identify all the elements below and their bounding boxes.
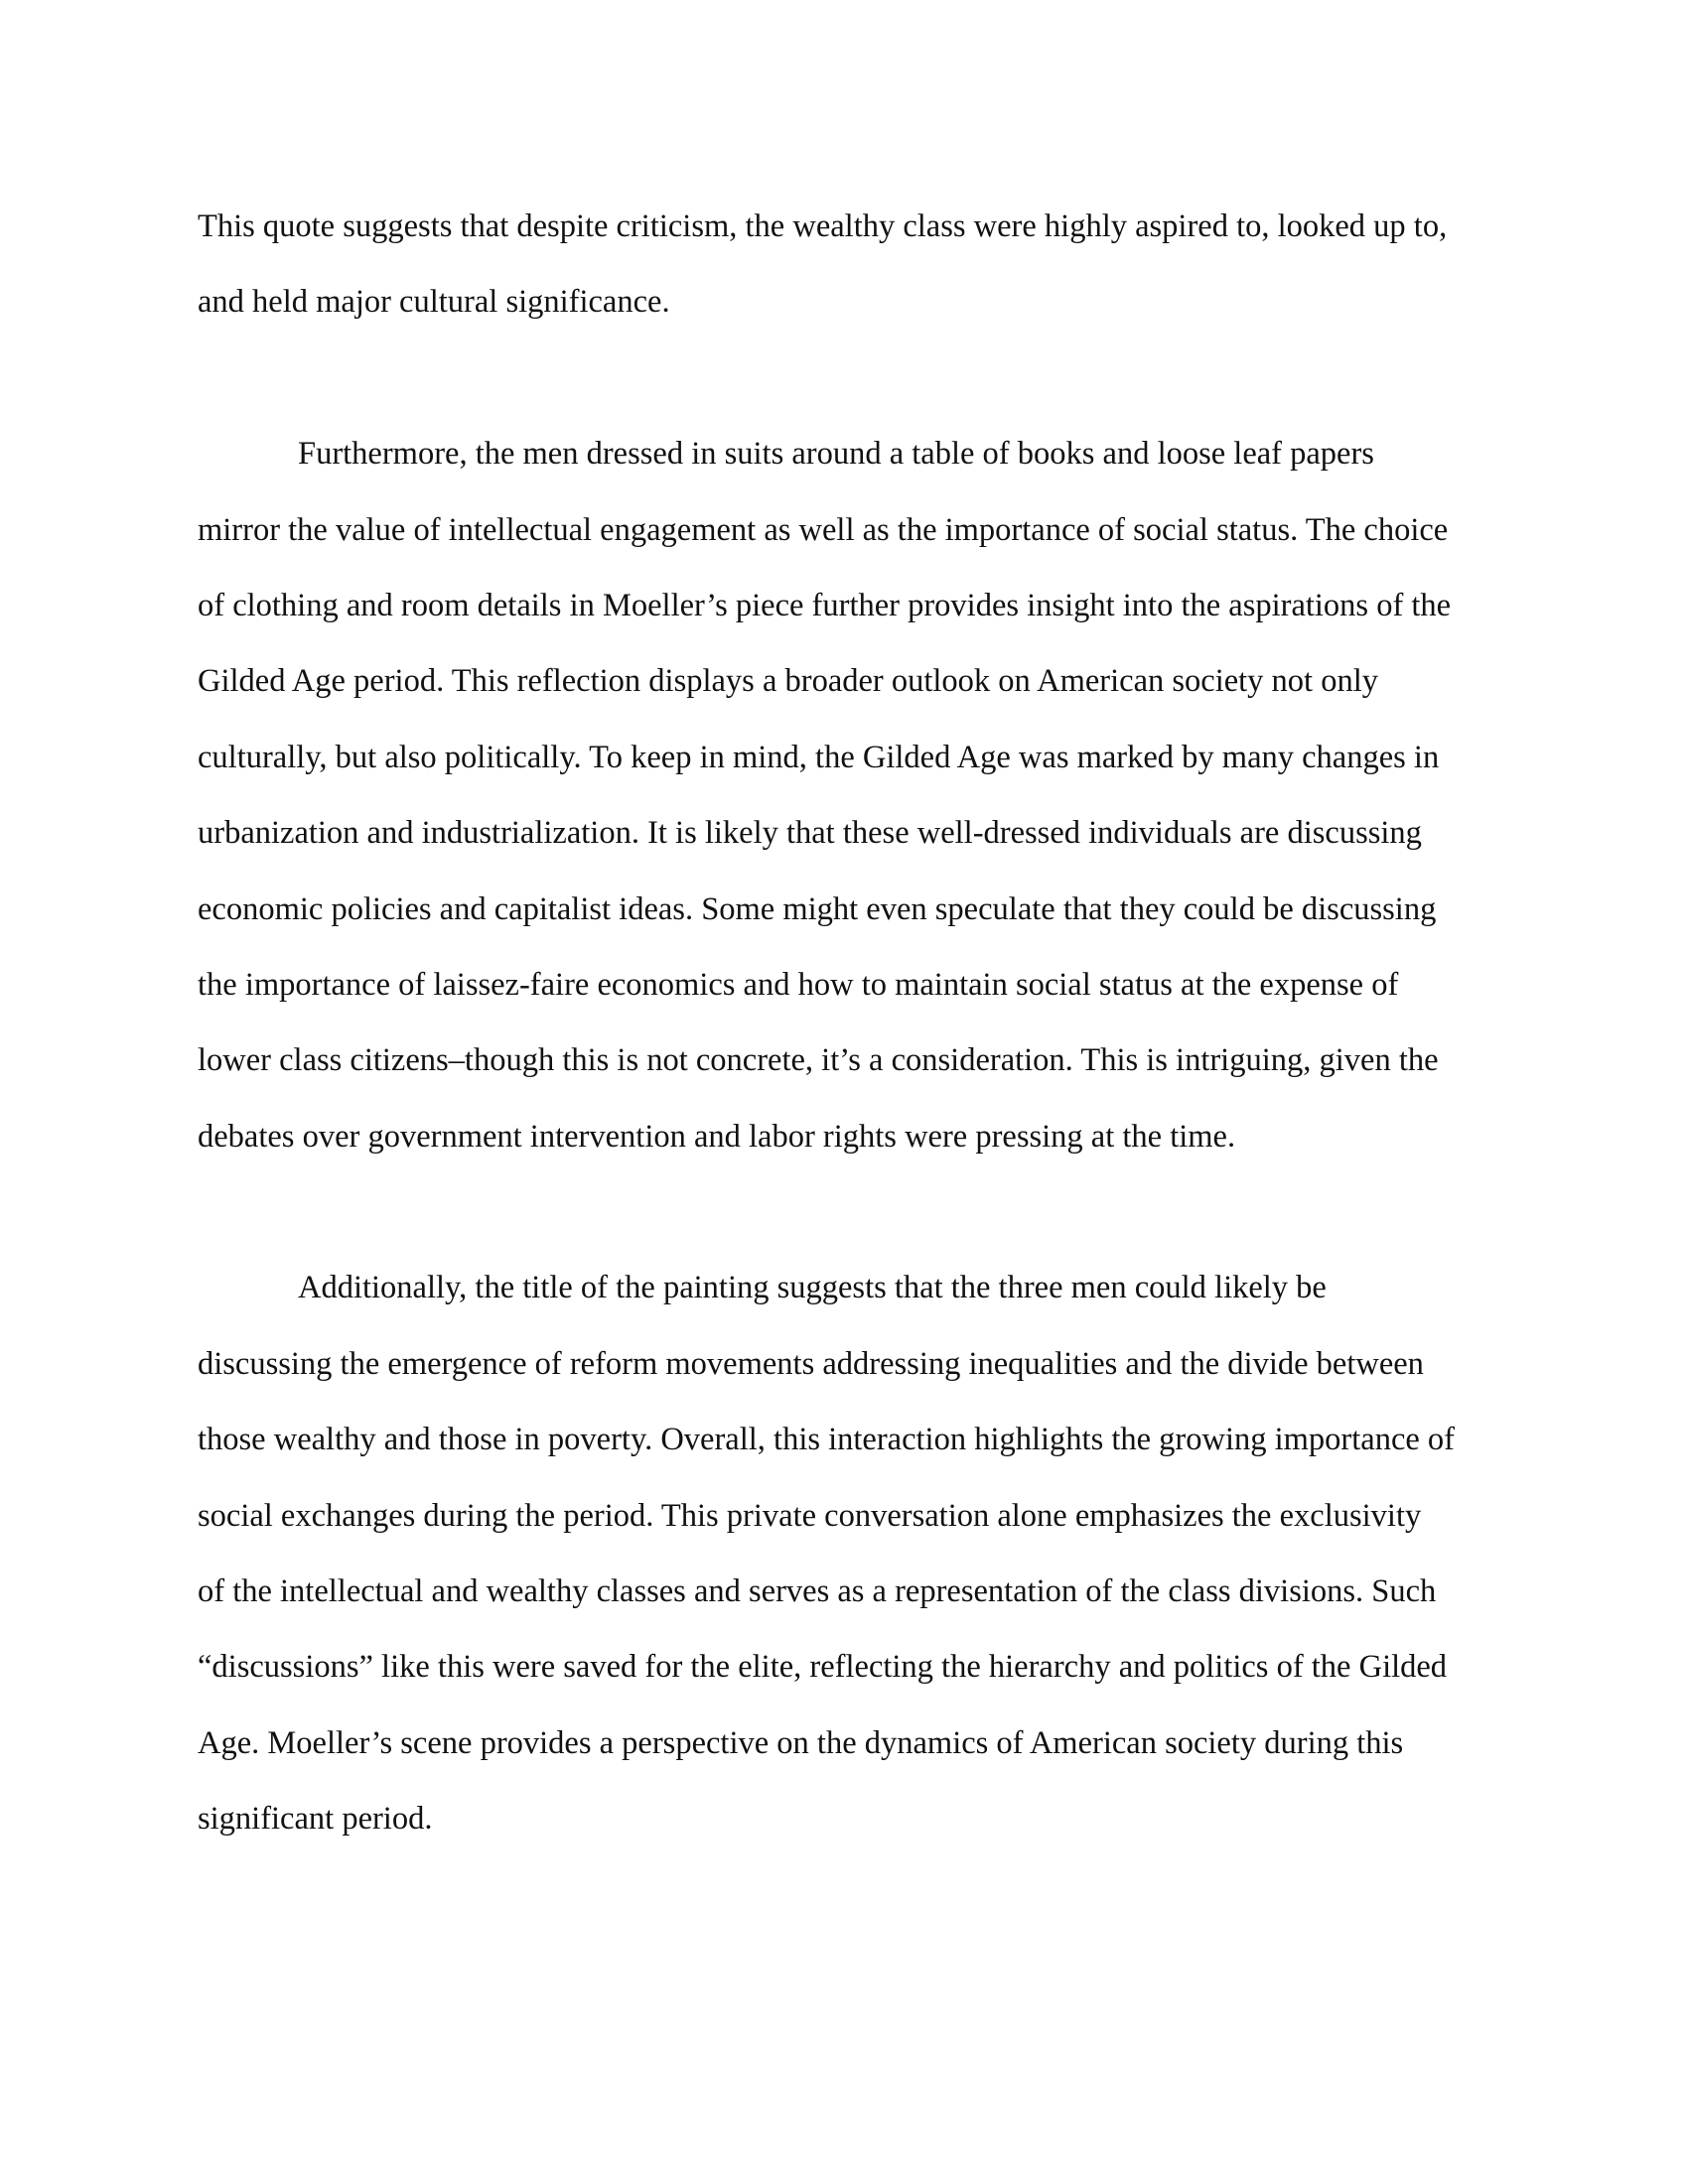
text-line: economic policies and capitalist ideas. Some might even speculate that they could be discussing <box>198 890 1437 927</box>
text-line: social exchanges during the period. This private conversation alone emphasizes the exclusivity <box>198 1497 1422 1534</box>
text-line: of clothing and room details in Moeller’s piece further provides insight into the aspirations of the <box>198 587 1452 623</box>
text-line: This quote suggests that despite criticism, the wealthy class were highly aspired to, looked up to, <box>198 208 1448 244</box>
text-line: the importance of laissez-faire economics and how to maintain social status at the expense of <box>198 966 1399 1003</box>
text-line: Additionally, the title of the painting suggests that the three men could likely be <box>298 1270 1327 1306</box>
text-line: lower class citizens–though this is not concrete, it’s a consideration. This is intriguing, given the <box>198 1042 1439 1079</box>
paragraph-3 <box>198 1250 1490 1856</box>
text-line: “discussions” like this were saved for the elite, reflecting the hierarchy and politics of the Gilded <box>198 1649 1448 1686</box>
text-line: culturally, but also politically. To keep in mind, the Gilded Age was marked by many changes in <box>198 739 1440 775</box>
document-body <box>198 189 1490 1857</box>
text-line: mirror the value of intellectual engagement as well as the importance of social status. The choice <box>198 511 1449 548</box>
text-line: discussing the emergence of reform movements addressing inequalities and the divide between <box>198 1345 1424 1382</box>
text-line: Furthermore, the men dressed in suits around a table of books and loose leaf papers <box>298 436 1374 473</box>
paragraph-spacer <box>198 341 1490 416</box>
text-line: and held major cultural significance. <box>198 284 670 321</box>
paragraph-1 <box>198 189 1490 341</box>
text-line: Gilded Age period. This reflection displays a broader outlook on American society not only <box>198 663 1378 700</box>
text-line: significant period. <box>198 1801 433 1838</box>
paragraph-spacer <box>198 1174 1490 1250</box>
paragraph-2 <box>198 416 1490 1174</box>
text-line: Age. Moeller’s scene provides a perspective on the dynamics of American society during this <box>198 1724 1404 1761</box>
text-line: those wealthy and those in poverty. Overall, this interaction highlights the growing importance of <box>198 1422 1456 1458</box>
text-line: debates over government intervention and labor rights were pressing at the time. <box>198 1118 1236 1155</box>
text-line: of the intellectual and wealthy classes and serves as a representation of the class divisions. Such <box>198 1573 1437 1610</box>
text-line: urbanization and industrialization. It is likely that these well-dressed individuals are discussing <box>198 815 1422 852</box>
